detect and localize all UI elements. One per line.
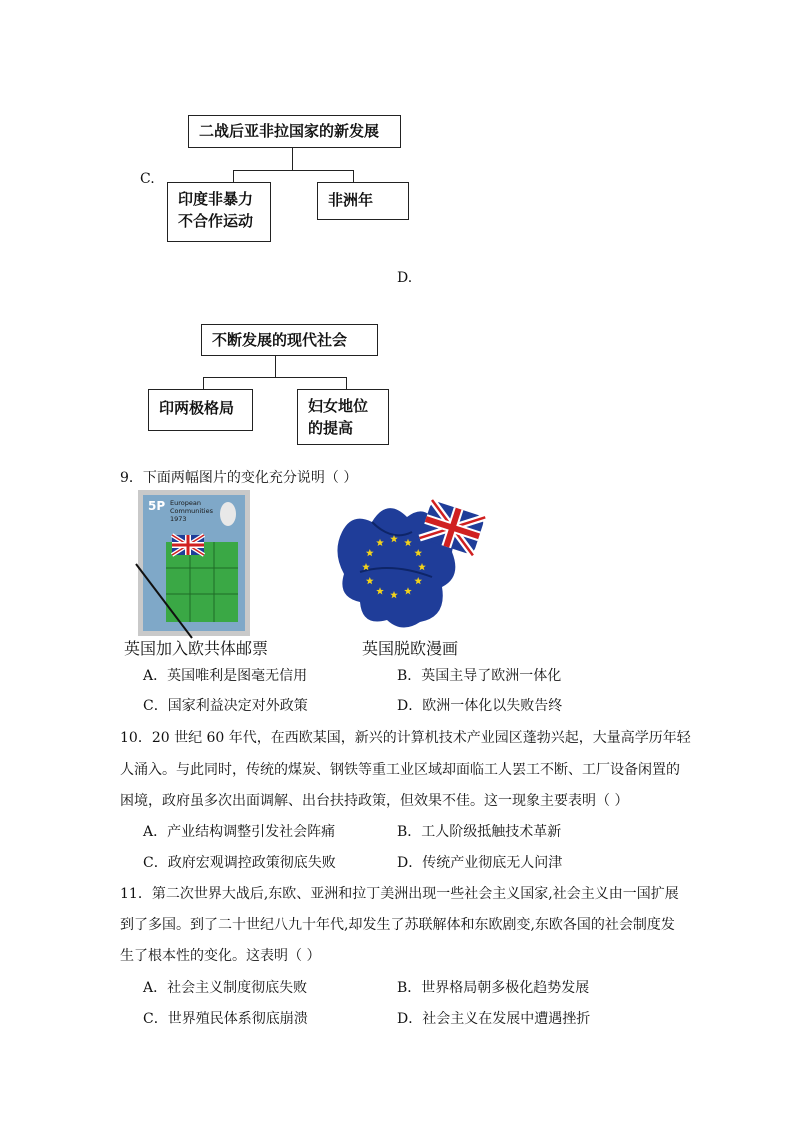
question-9-option-c[interactable]: C．国家利益决定对外政策 bbox=[143, 698, 308, 714]
diagram-d-connector bbox=[203, 377, 346, 378]
diagram-c-connector bbox=[353, 170, 354, 182]
question-11-option-a[interactable]: A．社会主义制度彻底失败 bbox=[143, 980, 308, 996]
queen-head-icon bbox=[220, 502, 236, 526]
diagram-d-right-text-1: 妇女地位 bbox=[308, 397, 369, 415]
diagram-d-right-box bbox=[297, 389, 389, 445]
diagram-c-right-box bbox=[317, 182, 409, 220]
diagram-c-connector bbox=[292, 148, 293, 170]
brexit-cartoon-svg bbox=[332, 492, 497, 634]
diagram-d-left-text: 印两极格局 bbox=[159, 399, 235, 417]
diagram-d-root-text: 不断发展的现代社会 bbox=[212, 331, 348, 349]
question-10-line-2: 人涌入。与此同时，传统的煤炭、钢铁等重工业区域却面临工人罢工不断、工厂设备闲置的 bbox=[120, 762, 680, 778]
diagram-d-connector bbox=[346, 377, 347, 389]
image-1-caption: 英国加入欧共体邮票 bbox=[124, 639, 269, 658]
question-9-option-d[interactable]: D．欧洲一体化以失败告终 bbox=[397, 698, 563, 714]
question-11-line-2: 到了多国。到了二十世纪八九十年代,却发生了苏联解体和东欧剧变,东欧各国的社会制度发 bbox=[120, 917, 675, 933]
diagram-c-connector bbox=[233, 170, 353, 171]
question-11-line-1: 11．第二次世界大战后,东欧、亚洲和拉丁美洲出现一些社会主义国家,社会主义由一国扩展 bbox=[120, 886, 679, 902]
option-d-label: D. bbox=[397, 270, 413, 286]
uk-flag-icon bbox=[172, 535, 204, 555]
diagram-d-connector bbox=[275, 356, 276, 377]
stamp-text-2: Communities bbox=[170, 507, 213, 515]
question-10-line-3: 困境，政府虽多次出面调解、出台扶持政策，但效果不佳。这一现象主要表明（ ） bbox=[120, 793, 629, 809]
diagram-d-left-box bbox=[148, 389, 253, 431]
diagram-c-right-text: 非洲年 bbox=[328, 191, 374, 209]
brexit-cartoon-image bbox=[332, 492, 497, 634]
question-10-option-b[interactable]: B．工人阶级抵触技术革新 bbox=[397, 824, 562, 840]
question-11-option-b[interactable]: B．世界格局朝多极化趋势发展 bbox=[397, 980, 590, 996]
image-2-caption: 英国脱欧漫画 bbox=[362, 639, 459, 658]
question-10-option-c[interactable]: C．政府宏观调控政策彻底失败 bbox=[143, 855, 336, 871]
option-c-label: C. bbox=[140, 171, 155, 187]
question-10-option-d[interactable]: D．传统产业彻底无人问津 bbox=[397, 855, 563, 871]
stamp-value: 5P bbox=[148, 499, 166, 513]
diagram-d-right-text-2: 的提高 bbox=[308, 419, 354, 437]
question-10-option-a[interactable]: A．产业结构调整引发社会阵痛 bbox=[143, 824, 336, 840]
question-11-option-d[interactable]: D．社会主义在发展中遭遇挫折 bbox=[397, 1011, 591, 1027]
question-9-option-a[interactable]: A．英国唯利是图毫无信用 bbox=[143, 668, 308, 684]
diagram-c-connector bbox=[233, 170, 234, 182]
stamp-year: 1973 bbox=[170, 515, 187, 523]
question-11-option-c[interactable]: C．世界殖民体系彻底崩溃 bbox=[143, 1011, 308, 1027]
question-10-line-1: 10．20 世纪 60 年代，在西欧某国，新兴的计算机技术产业园区蓬勃兴起，大量高学历年轻 bbox=[120, 730, 691, 746]
diagram-c-root-box bbox=[188, 115, 401, 148]
diagram-c-root-text: 二战后亚非拉国家的新发展 bbox=[199, 122, 380, 140]
stamp-pointer-line bbox=[130, 560, 200, 640]
diagram-d-connector bbox=[203, 377, 204, 389]
question-11-line-3: 生了根本性的变化。这表明（ ） bbox=[120, 948, 321, 964]
question-9-stem: 9．下面两幅图片的变化充分说明（ ） bbox=[120, 470, 358, 486]
stamp-text-1: European bbox=[170, 499, 201, 507]
diagram-d-root-box bbox=[201, 324, 378, 356]
diagram-c-left-text-1: 印度非暴力 bbox=[178, 190, 254, 208]
diagram-c-left-box bbox=[167, 182, 271, 242]
question-9-option-b[interactable]: B．英国主导了欧洲一体化 bbox=[397, 668, 562, 684]
diagram-c-left-text-2: 不合作运动 bbox=[178, 212, 254, 230]
